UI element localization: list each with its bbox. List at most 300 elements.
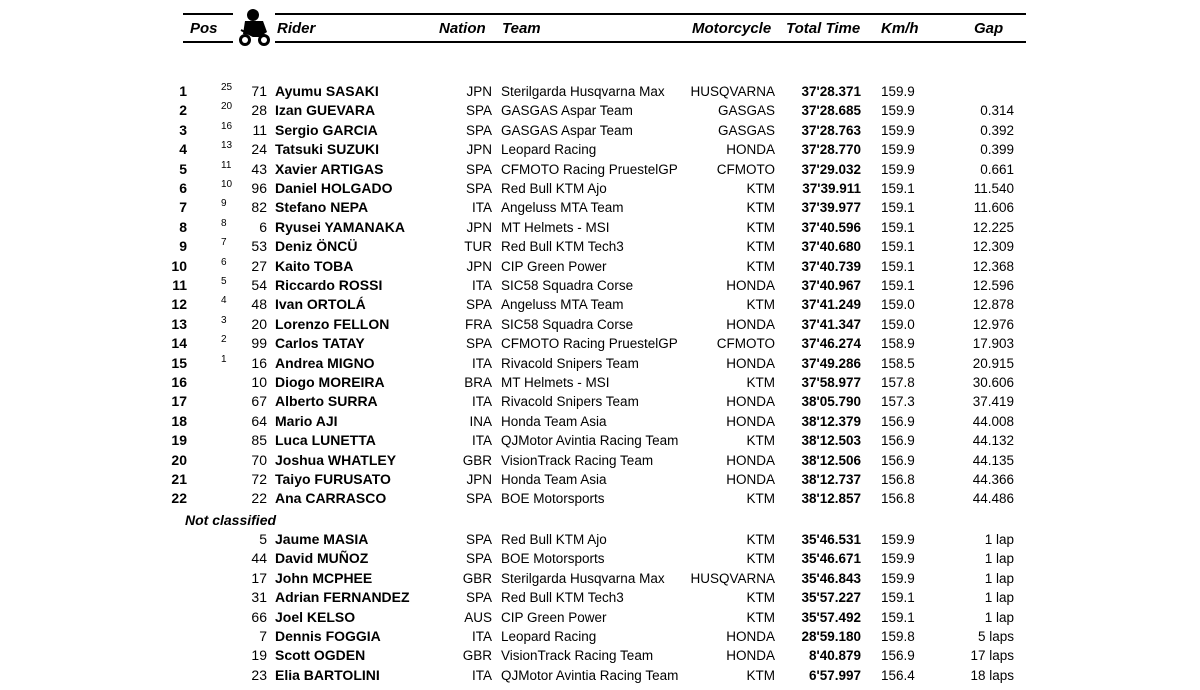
motorcycle-cell: HUSQVARNA [690, 84, 775, 99]
rider-name-cell: Mario AJI [275, 412, 338, 429]
motorcycle-cell: HONDA [726, 472, 775, 487]
rider-name-cell: Ivan ORTOLÁ [275, 296, 366, 313]
gap-cell: 1 lap [984, 590, 1014, 606]
rider-name-cell: Dennis FOGGIA [275, 628, 381, 644]
team-cell: VisionTrack Racing Team [501, 452, 654, 468]
speed-cell: 159.1 [881, 239, 915, 255]
gap-cell: 0.392 [980, 122, 1014, 138]
gap-cell: 44.008 [972, 413, 1014, 429]
nation-cell: SPA [465, 551, 492, 567]
table-row [0, 82, 1200, 101]
table-row [0, 489, 1200, 508]
rider-number-cell: 31 [251, 589, 267, 606]
motorcycle-cell: KTM [746, 375, 775, 390]
rider-name-cell: Tatsuki SUZUKI [275, 141, 379, 158]
gap-cell: 44.132 [972, 433, 1014, 449]
motorcycle-cell: KTM [746, 239, 775, 255]
total-time-cell: 37'29.032 [801, 161, 861, 177]
speed-cell: 159.1 [881, 258, 915, 274]
position-cell: 1 [179, 83, 187, 99]
points-cell: 25 [221, 82, 233, 93]
total-time-cell: 38'12.379 [801, 413, 861, 429]
total-time-cell: 8'40.879 [808, 648, 861, 664]
gap-cell: 17 laps [970, 648, 1014, 664]
gap-cell: 0.661 [980, 161, 1014, 177]
speed-cell: 158.5 [881, 355, 915, 371]
header-pos: Pos [190, 20, 218, 37]
gap-cell: 1 lap [984, 532, 1014, 547]
rider-name-cell: Sergio GARCIA [275, 121, 378, 138]
motorcycle-cell: KTM [746, 667, 775, 683]
nation-cell: SPA [465, 491, 492, 507]
table-row [0, 121, 1200, 140]
table-row [0, 470, 1200, 489]
points-cell: 9 [221, 198, 227, 210]
team-cell: BOE Motorsports [501, 491, 605, 507]
rider-number-cell: 96 [251, 180, 267, 196]
gap-cell: 12.596 [972, 278, 1014, 293]
speed-cell: 159.9 [881, 551, 915, 567]
position-cell: 2 [179, 102, 187, 119]
total-time-cell: 37'39.911 [802, 181, 861, 196]
nation-cell: JPN [466, 258, 492, 274]
gap-cell: 12.309 [972, 239, 1014, 255]
table-row [0, 373, 1200, 392]
table-row [0, 666, 1200, 685]
gap-cell: 12.368 [972, 258, 1014, 274]
team-cell: Honda Team Asia [501, 413, 607, 429]
points-cell: 1 [221, 353, 227, 365]
rider-number-cell: 72 [251, 471, 267, 487]
table-row [0, 608, 1200, 627]
motorcycle-cell: KTM [746, 609, 775, 625]
total-time-cell: 35'46.671 [801, 551, 861, 567]
speed-cell: 159.1 [881, 200, 915, 216]
nation-cell: ITA [472, 200, 492, 216]
total-time-cell: 37'28.371 [801, 84, 861, 99]
rider-name-cell: Deniz ÖNCÜ [275, 238, 358, 255]
table-row [0, 334, 1200, 353]
table-row [0, 179, 1200, 198]
header-total-time: Total Time [786, 20, 861, 37]
speed-cell: 156.4 [881, 667, 915, 683]
team-cell: Sterilgarda Husqvarna Max [501, 570, 665, 586]
motorcycle-cell: HONDA [726, 142, 775, 158]
team-cell: CFMOTO Racing PruestelGP [501, 336, 678, 352]
gap-cell: 44.135 [972, 452, 1014, 468]
position-cell: 21 [171, 471, 187, 487]
rider-name-cell: Daniel HOLGADO [275, 180, 393, 196]
speed-cell: 157.8 [881, 375, 915, 390]
table-row [0, 160, 1200, 179]
gap-cell: 1 lap [984, 551, 1014, 567]
team-cell: BOE Motorsports [501, 551, 605, 567]
rider-name-cell: Ana CARRASCO [275, 490, 387, 507]
motorcycle-cell: GASGAS [717, 103, 775, 119]
speed-cell: 157.3 [881, 394, 915, 410]
rider-name-cell: Jaume MASIA [275, 531, 369, 547]
rider-name-cell: Stefano NEPA [275, 199, 369, 216]
team-cell: CFMOTO Racing PruestelGP [501, 161, 678, 177]
table-row [0, 315, 1200, 334]
table-row [0, 569, 1200, 588]
total-time-cell: 38'12.737 [801, 472, 861, 487]
team-cell: Rivacold Snipers Team [501, 394, 639, 410]
header-top-rule [183, 13, 1026, 15]
total-time-cell: 38'12.857 [801, 491, 861, 507]
table-row [0, 276, 1200, 295]
position-cell: 5 [179, 160, 187, 177]
nation-cell: ITA [472, 433, 492, 449]
motorcycle-cell: KTM [746, 551, 775, 567]
nation-cell: GBR [462, 570, 492, 586]
speed-cell: 156.9 [881, 413, 915, 429]
rider-number-cell: 85 [251, 432, 267, 449]
motorcycle-cell: KTM [746, 532, 775, 547]
points-cell: 8 [221, 217, 227, 229]
total-time-cell: 37'58.977 [801, 375, 861, 390]
nation-cell: SPA [465, 103, 492, 119]
position-cell: 13 [171, 315, 187, 332]
gap-cell: 44.486 [972, 491, 1014, 507]
motorcycle-cell: HONDA [726, 394, 775, 410]
rider-number-cell: 82 [251, 199, 267, 216]
rider-name-cell: Carlos TATAY [275, 335, 365, 352]
motorcycle-cell: CFMOTO [716, 161, 775, 177]
speed-cell: 159.9 [881, 142, 915, 158]
total-time-cell: 35'46.843 [801, 570, 861, 586]
team-cell: Rivacold Snipers Team [501, 355, 639, 371]
rider-number-cell: 48 [251, 296, 267, 313]
gap-cell: 0.399 [980, 142, 1014, 158]
points-cell: 13 [221, 140, 233, 152]
table-row [0, 354, 1200, 373]
motorcycle-cell: HONDA [726, 648, 775, 664]
speed-cell: 159.1 [881, 590, 915, 606]
gap-cell: 11.606 [973, 200, 1014, 216]
nation-cell: JPN [466, 219, 492, 235]
nation-cell: ITA [472, 394, 492, 410]
motorcycle-cell: GASGAS [717, 122, 775, 138]
motorcycle-cell: HONDA [726, 452, 775, 468]
table-row [0, 295, 1200, 314]
total-time-cell: 38'05.790 [801, 394, 861, 410]
speed-cell: 159.1 [881, 609, 915, 625]
gap-cell: 1 lap [984, 570, 1014, 586]
position-cell: 10 [171, 257, 187, 274]
rider-name-cell: Xavier ARTIGAS [275, 160, 384, 177]
position-cell: 19 [171, 432, 187, 449]
rider-number-cell: 71 [251, 83, 267, 99]
points-cell: 16 [221, 120, 233, 132]
team-cell: MT Helmets - MSI [501, 375, 610, 390]
nation-cell: AUS [464, 609, 492, 625]
nation-cell: BRA [464, 375, 492, 390]
rider-name-cell: Scott OGDEN [275, 647, 366, 664]
gap-cell: 44.366 [972, 472, 1014, 487]
speed-cell: 159.9 [881, 122, 915, 138]
header-nation: Nation [439, 20, 486, 37]
rider-name-cell: Elia BARTOLINI [275, 666, 380, 683]
speed-cell: 156.9 [881, 648, 915, 664]
header-rider: Rider [277, 20, 316, 37]
speed-cell: 159.1 [881, 181, 915, 196]
team-cell: Red Bull KTM Ajo [501, 532, 607, 547]
rider-name-cell: Lorenzo FELLON [275, 315, 390, 332]
table-row [0, 646, 1200, 665]
position-cell: 16 [171, 374, 187, 390]
motorcycle-rider-logo-icon [233, 6, 275, 48]
rider-name-cell: Diogo MOREIRA [275, 374, 385, 390]
speed-cell: 156.8 [881, 491, 915, 507]
position-cell: 11 [172, 277, 187, 293]
points-cell: 5 [221, 276, 227, 287]
motorcycle-cell: KTM [746, 219, 775, 235]
total-time-cell: 35'46.531 [801, 532, 861, 547]
total-time-cell: 38'12.503 [801, 433, 861, 449]
rider-number-cell: 24 [251, 141, 267, 158]
motorcycle-cell: HONDA [726, 316, 775, 332]
gap-cell: 18 laps [970, 667, 1014, 683]
points-cell: 11 [221, 159, 232, 171]
rider-name-cell: Luca LUNETTA [275, 432, 376, 449]
speed-cell: 159.9 [881, 103, 915, 119]
total-time-cell: 37'40.967 [801, 278, 861, 293]
speed-cell: 156.8 [881, 472, 915, 487]
team-cell: Red Bull KTM Tech3 [501, 590, 624, 606]
rider-name-cell: Ryusei YAMANAKA [275, 218, 405, 235]
rider-number-cell: 54 [251, 277, 267, 293]
table-row [0, 412, 1200, 431]
nation-cell: SPA [465, 122, 492, 138]
not-classified-heading: Not classified [185, 512, 277, 528]
nation-cell: GBR [462, 648, 492, 664]
rider-number-cell: 17 [251, 569, 267, 586]
rider-name-cell: Izan GUEVARA [275, 102, 376, 119]
total-time-cell: 37'40.739 [801, 258, 861, 274]
position-cell: 15 [171, 354, 187, 371]
nation-cell: JPN [466, 142, 492, 158]
team-cell: GASGAS Aspar Team [501, 103, 633, 119]
gap-cell: 12.878 [972, 297, 1014, 313]
team-cell: CIP Green Power [501, 609, 607, 625]
nation-cell: SPA [465, 532, 492, 547]
total-time-cell: 35'57.227 [801, 590, 861, 606]
rider-number-cell: 67 [251, 393, 267, 410]
table-row [0, 549, 1200, 568]
header-kmh: Km/h [881, 20, 919, 37]
team-cell: MT Helmets - MSI [501, 219, 610, 235]
speed-cell: 159.9 [881, 532, 915, 547]
rider-number-cell: 19 [251, 647, 267, 664]
table-row [0, 627, 1200, 646]
speed-cell: 159.9 [881, 84, 915, 99]
motorcycle-cell: KTM [746, 433, 775, 449]
gap-cell: 0.314 [980, 103, 1014, 119]
speed-cell: 159.0 [881, 297, 915, 313]
rider-number-cell: 16 [251, 354, 267, 371]
team-cell: VisionTrack Racing Team [501, 648, 654, 664]
rider-number-cell: 20 [251, 315, 267, 332]
gap-cell: 37.419 [972, 394, 1014, 410]
gap-cell: 12.225 [972, 219, 1014, 235]
speed-cell: 159.1 [881, 278, 915, 293]
nation-cell: ITA [472, 667, 492, 683]
points-cell: 20 [221, 101, 233, 113]
gap-cell: 20.915 [972, 355, 1014, 371]
nation-cell: SPA [465, 181, 492, 196]
nation-cell: SPA [465, 336, 492, 352]
table-row [0, 392, 1200, 411]
nation-cell: ITA [472, 629, 492, 644]
motorcycle-cell: HONDA [726, 278, 775, 293]
motorcycle-cell: KTM [746, 200, 775, 216]
speed-cell: 156.9 [881, 452, 915, 468]
points-cell: 4 [221, 295, 227, 307]
position-cell: 7 [179, 199, 187, 216]
total-time-cell: 37'28.770 [801, 142, 861, 158]
nation-cell: SPA [465, 590, 492, 606]
rider-name-cell: Kaito TOBA [275, 257, 354, 274]
points-cell: 3 [221, 314, 227, 326]
total-time-cell: 35'57.492 [801, 609, 861, 625]
position-cell: 8 [179, 218, 187, 235]
nation-cell: TUR [464, 239, 492, 255]
position-cell: 20 [171, 451, 187, 468]
team-cell: QJMotor Avintia Racing Team [501, 433, 679, 449]
position-cell: 14 [171, 335, 187, 352]
motorcycle-cell: HONDA [726, 355, 775, 371]
team-cell: CIP Green Power [501, 258, 607, 274]
motorcycle-cell: HONDA [726, 413, 775, 429]
total-time-cell: 37'46.274 [801, 336, 861, 352]
motorcycle-cell: KTM [746, 258, 775, 274]
team-cell: Red Bull KTM Tech3 [501, 239, 624, 255]
motorcycle-cell: KTM [746, 590, 775, 606]
total-time-cell: 37'41.249 [801, 297, 861, 313]
nation-cell: JPN [466, 472, 492, 487]
points-cell: 10 [221, 179, 233, 190]
nation-cell: SPA [465, 161, 492, 177]
table-row [0, 101, 1200, 120]
header-bottom-rule [183, 41, 1026, 43]
position-cell: 17 [171, 393, 187, 410]
header-motorcycle: Motorcycle [692, 20, 772, 37]
header-gap: Gap [974, 20, 1004, 37]
points-cell: 6 [221, 256, 227, 268]
team-cell: Red Bull KTM Ajo [501, 181, 607, 196]
position-cell: 4 [179, 141, 187, 158]
speed-cell: 158.9 [881, 336, 915, 352]
gap-cell: 5 laps [977, 629, 1014, 644]
rider-number-cell: 23 [251, 666, 267, 683]
motorcycle-cell: CFMOTO [716, 336, 775, 352]
nation-cell: FRA [465, 316, 492, 332]
motorcycle-cell: KTM [746, 297, 775, 313]
table-row [0, 237, 1200, 256]
total-time-cell: 37'28.685 [801, 103, 861, 119]
nation-cell: JPN [466, 84, 492, 99]
nation-cell: SPA [465, 297, 492, 313]
table-row [0, 588, 1200, 607]
rider-name-cell: Joel KELSO [275, 608, 356, 625]
rider-number-cell: 6 [259, 218, 267, 235]
results-header [0, 0, 1200, 50]
speed-cell: 159.8 [881, 629, 915, 644]
position-cell: 9 [179, 238, 187, 255]
rider-number-cell: 22 [251, 490, 267, 507]
rider-number-cell: 53 [251, 238, 267, 255]
rider-name-cell: Adrian FERNANDEZ [275, 589, 410, 606]
rider-number-cell: 43 [251, 160, 267, 177]
gap-cell: 11.540 [973, 181, 1014, 196]
nation-cell: INA [469, 413, 492, 429]
team-cell: Leopard Racing [501, 142, 597, 158]
rider-number-cell: 66 [251, 608, 267, 625]
rider-name-cell: David MUÑOZ [275, 550, 369, 567]
nation-cell: ITA [472, 278, 492, 293]
table-row [0, 140, 1200, 159]
total-time-cell: 6'57.997 [808, 667, 861, 683]
team-cell: Honda Team Asia [501, 472, 607, 487]
nation-cell: ITA [472, 355, 492, 371]
team-cell: Sterilgarda Husqvarna Max [501, 84, 665, 99]
rider-name-cell: Taiyo FURUSATO [275, 471, 391, 487]
rider-number-cell: 7 [259, 628, 267, 644]
rider-name-cell: Alberto SURRA [275, 393, 378, 410]
rider-number-cell: 10 [251, 374, 267, 390]
table-row [0, 431, 1200, 450]
rider-number-cell: 64 [251, 412, 267, 429]
speed-cell: 159.1 [881, 219, 915, 235]
table-row [0, 451, 1200, 470]
motorcycle-cell: KTM [746, 491, 775, 507]
total-time-cell: 37'40.596 [801, 219, 861, 235]
team-cell: SIC58 Squadra Corse [501, 278, 634, 293]
speed-cell: 159.9 [881, 570, 915, 586]
team-cell: SIC58 Squadra Corse [501, 316, 634, 332]
nation-cell: GBR [462, 452, 492, 468]
team-cell: QJMotor Avintia Racing Team [501, 667, 679, 683]
gap-cell: 12.976 [972, 316, 1014, 332]
position-cell: 22 [171, 490, 187, 507]
gap-cell: 1 lap [984, 609, 1014, 625]
speed-cell: 159.9 [881, 161, 915, 177]
rider-number-cell: 11 [252, 121, 267, 138]
rider-name-cell: Joshua WHATLEY [275, 451, 397, 468]
total-time-cell: 37'49.286 [801, 355, 861, 371]
team-cell: Angeluss MTA Team [501, 200, 624, 216]
position-cell: 3 [179, 121, 187, 138]
total-time-cell: 28'59.180 [801, 629, 861, 644]
total-time-cell: 37'28.763 [801, 122, 861, 138]
rider-name-cell: Andrea MIGNO [275, 354, 375, 371]
motorcycle-cell: HUSQVARNA [690, 570, 775, 586]
table-row [0, 198, 1200, 217]
total-time-cell: 37'39.977 [801, 200, 861, 216]
team-cell: Leopard Racing [501, 629, 597, 644]
motorcycle-cell: KTM [746, 181, 775, 196]
motorcycle-cell: HONDA [726, 629, 775, 644]
rider-number-cell: 27 [251, 257, 267, 274]
rider-number-cell: 99 [251, 335, 267, 352]
speed-cell: 156.9 [881, 433, 915, 449]
rider-name-cell: John MCPHEE [275, 569, 373, 586]
table-row [0, 530, 1200, 549]
position-cell: 6 [179, 180, 187, 196]
header-team: Team [502, 20, 541, 37]
table-row [0, 257, 1200, 276]
